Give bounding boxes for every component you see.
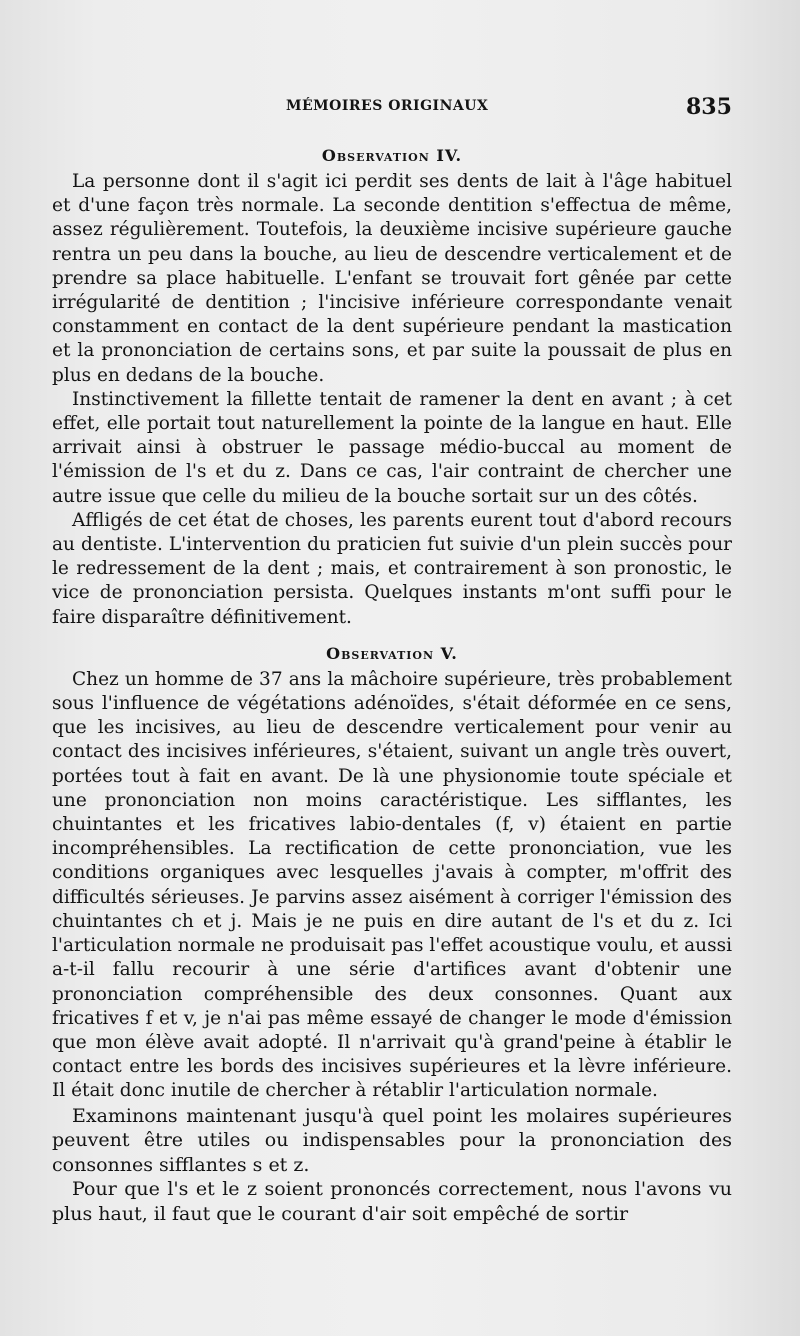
observation-iv-paragraph-2: Instinctivement la fillette tentait de ramener la dent en avant ; à cet effet, elle portait tout naturellement la pointe de la langue en haut. Elle arrivait ainsi à obstruer le passage médio-buccal au moment de l'émission de l's et du z. Dans ce cas, l'air contraint de chercher une autre issue que celle du milieu de la bouche sortait sur un des côtés. bbox=[52, 388, 732, 507]
observation-iv-title: Observation IV. bbox=[321, 146, 463, 165]
page-body bbox=[52, 142, 732, 1226]
running-head: MÉMOIRES ORIGINAUX bbox=[286, 98, 489, 114]
observation-v-paragraph-3: Pour que l's et le z soient prononcés correctement, nous l'avons vu plus haut, il faut que le courant d'air soit empêché de sortir bbox=[52, 1178, 732, 1225]
page-number: 835 bbox=[686, 94, 732, 120]
observation-iv-paragraph-3: Affligés de cet état de choses, les parents eurent tout d'abord recours au dentiste. L'intervention du praticien fut suivie d'un plein succès pour le redressement de la dent ; mais, et contrairement à son pronostic, le vice de prononciation persista. Quelques instants m'ont suffi pour le faire disparaître définitivement. bbox=[52, 509, 732, 628]
observation-v-title: Observation V. bbox=[326, 643, 458, 663]
observation-iv-section bbox=[52, 142, 732, 630]
observation-v-paragraph-1: Chez un homme de 37 ans la mâchoire supérieure, très probablement sous l'influence de végétations adénoïdes, s'était déformée en ce sens, que les incisives, au lieu de descendre verticalement pour venir au contact des incisives inférieures, s'étaient, suivant un angle très ouvert, portées tout à fait en avant. De là une physionomie toute spéciale et une prononciation non moins caractéristique. Les sifflantes, les chuintantes et les fricatives labio-dentales (f, v) étaient en partie incompréhensibles. La rectification de cette prononciation, vue les conditions organiques avec lesquelles j'avais à compter, m'offrit des difficultés sérieuses. Je parvins assez aisément à corriger l'émission des chuintantes ch et j. Mais je ne puis en dire autant de l's et du z. Ici l'articulation normale ne produisait pas l'effet acoustique voulu, et aussi a-t-il fallu recourir à une série d'artifices avant d'obtenir une prononciation compréhensible des deux consonnes. Quant aux fricatives f et v, je n'ai pas même essayé de changer le mode d'émission que mon élève avait adopté. Il n'arrivait qu'à grand'peine à établir le contact entre les bords des incisives supérieures et la lèvre inférieure. Il était donc inutile de chercher à rétablir l'articulation normale. bbox=[52, 668, 732, 1102]
observation-v-section bbox=[52, 640, 732, 1227]
observation-iv-paragraph-1: La personne dont il s'agit ici perdit ses dents de lait à l'âge habituel et d'une façon très normale. La seconde dentition s'effectua de même, assez régulièrement. Toutefois, la deuxième incisive supérieure gauche rentra un peu dans la bouche, au lieu de descendre verticalement et de prendre sa place habituelle. L'enfant se trouvait fort gênée par cette irrégularité de dentition ; l'incisive inférieure correspondante venait constamment en contact de la dent supérieure pendant la mastication et la prononciation de certains sons, et par suite la poussait de plus en plus en dedans de la bouche. bbox=[52, 171, 732, 386]
observation-v-paragraph-2: Examinons maintenant jusqu'à quel point les molaires supérieures peuvent être utiles ou indispensables pour la prononciation des consonnes sifflantes s et z. bbox=[52, 1104, 732, 1176]
page-header bbox=[0, 94, 800, 134]
